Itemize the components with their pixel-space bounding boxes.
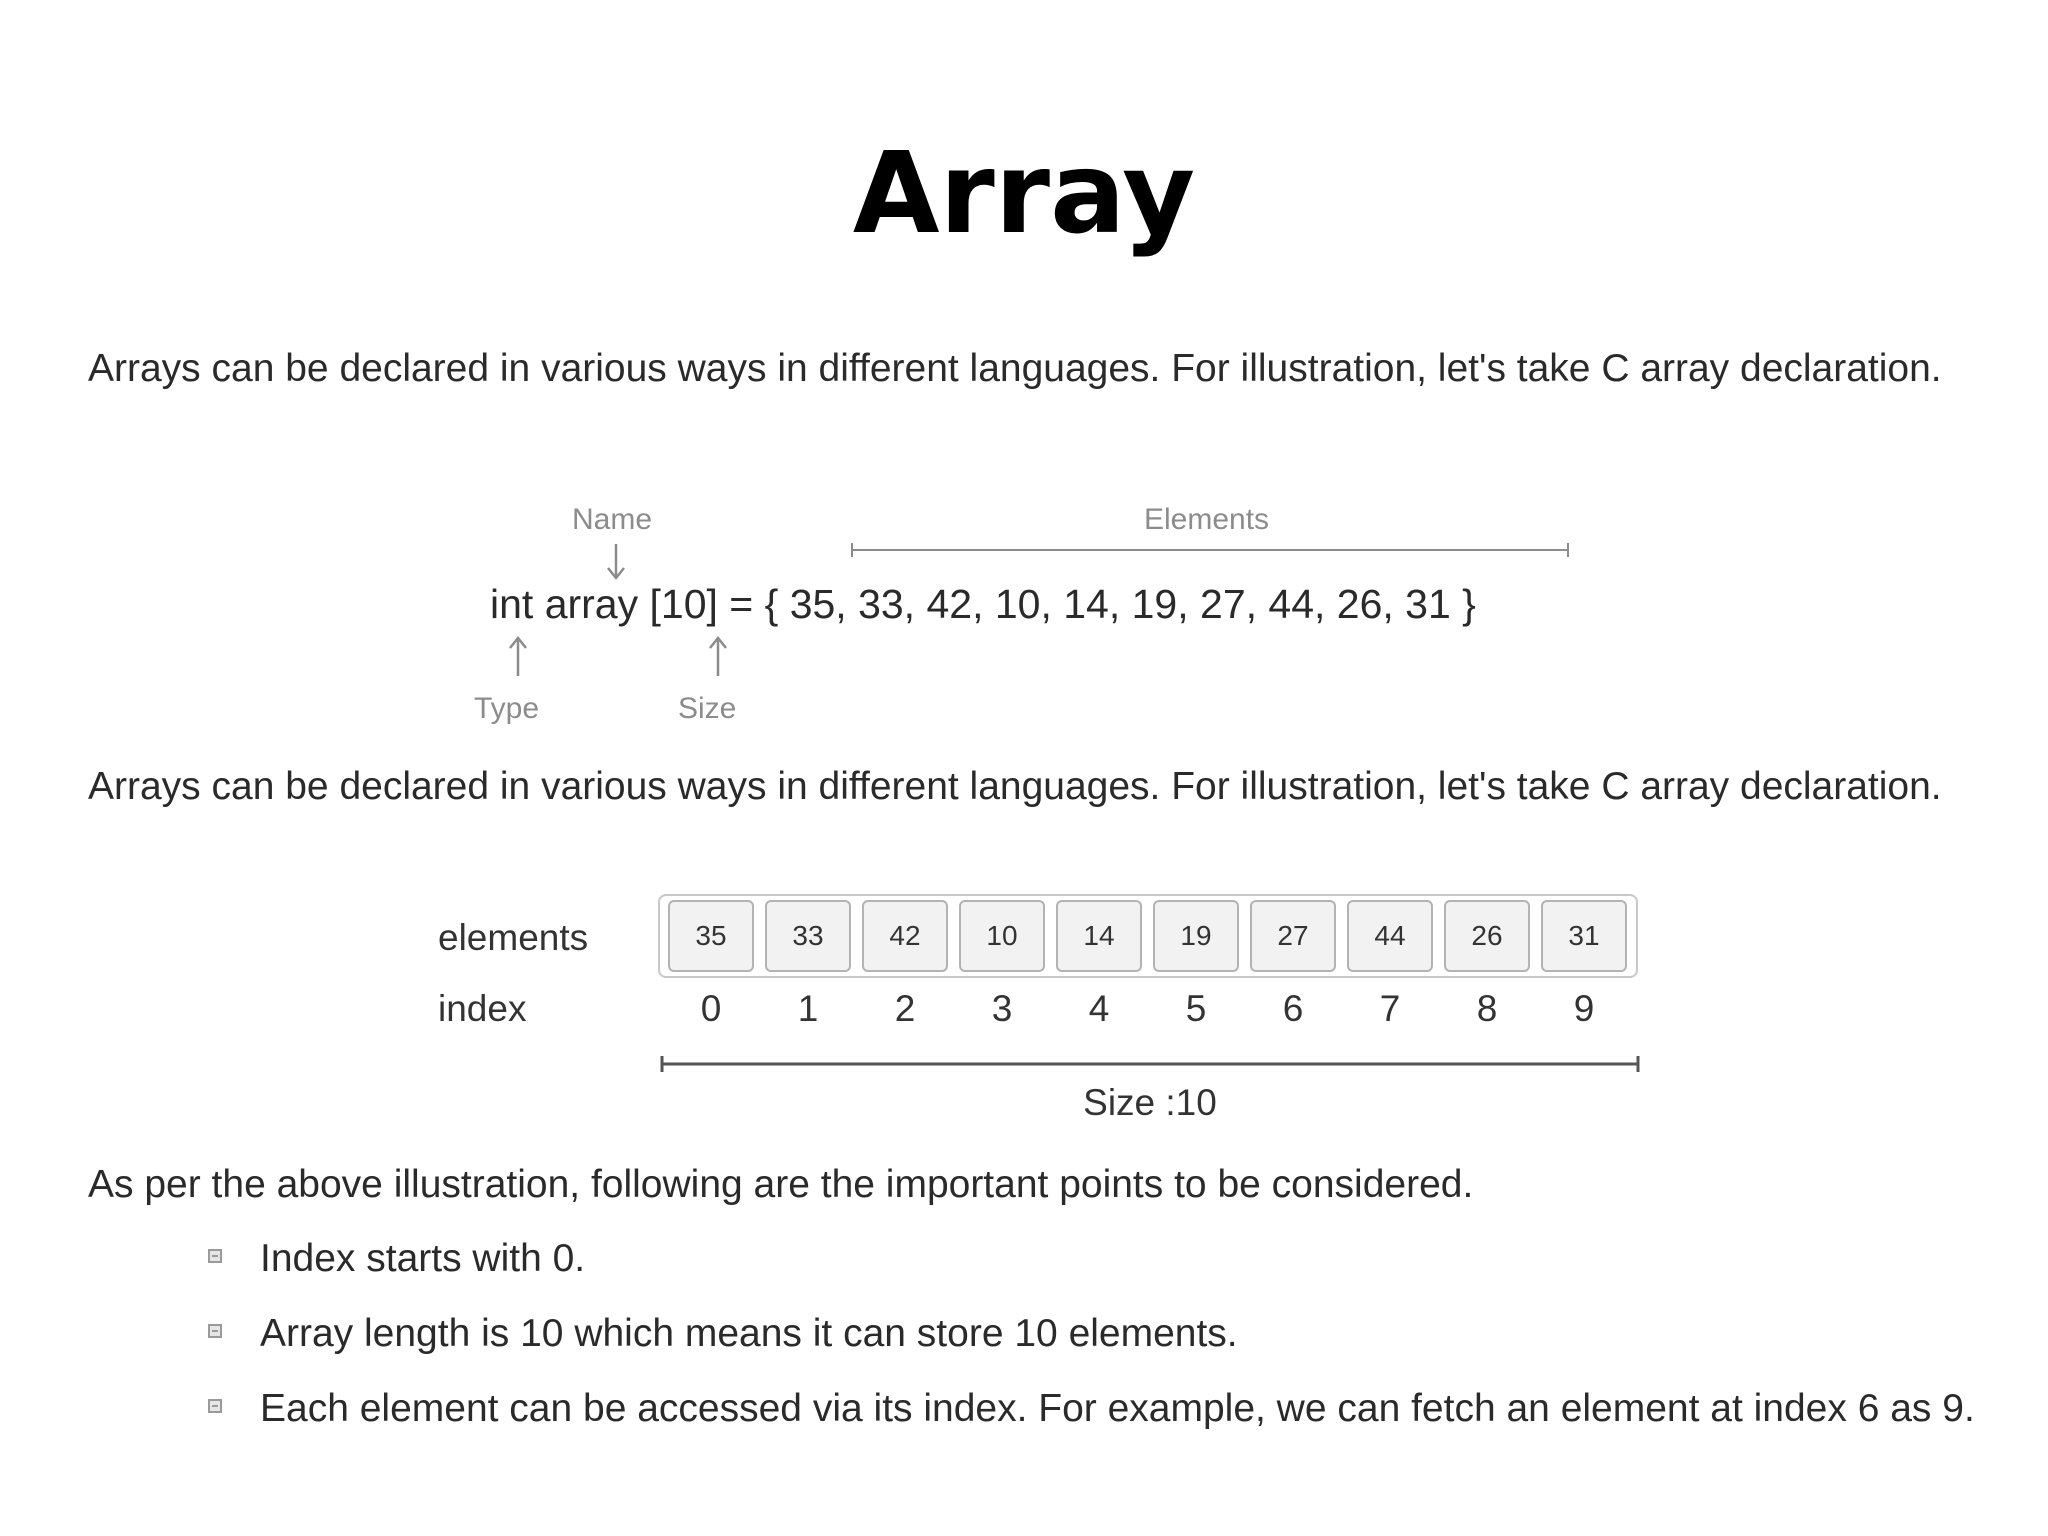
size-bracket bbox=[656, 1054, 1644, 1074]
array-index: 0 bbox=[700, 988, 722, 1029]
array-cell: 35 bbox=[668, 900, 754, 972]
list-item-text: Each element can be accessed via its index. For example, we can fetch an element at index 6 as 9. bbox=[260, 1387, 1975, 1430]
array-cell: 42 bbox=[862, 900, 948, 972]
array-cell: 19 bbox=[1153, 900, 1239, 972]
type-label: Type bbox=[474, 692, 540, 725]
array-cell: 26 bbox=[1444, 900, 1530, 972]
array-cell: 14 bbox=[1056, 900, 1142, 972]
list-item-text: Index starts with 0. bbox=[260, 1237, 586, 1280]
array-size-label: Size :10 bbox=[1083, 1082, 1217, 1123]
size-arrow-up-icon bbox=[706, 634, 730, 678]
elements-label: Elements bbox=[1144, 503, 1270, 536]
array-index: 3 bbox=[991, 988, 1013, 1029]
declaration-code: int array [10] = { 35, 33, 42, 10, 14, 19, 27, 44, 26, 31 } bbox=[490, 581, 1476, 627]
intro-paragraph: Arrays can be declared in various ways in different languages. For illustration, let's take C array declaration. bbox=[88, 347, 1942, 390]
array-cell: 27 bbox=[1250, 900, 1336, 972]
square-bullet-icon bbox=[208, 1324, 222, 1338]
array-index: 6 bbox=[1282, 988, 1304, 1029]
points-intro: As per the above illustration, following are the important points to be considered. bbox=[88, 1163, 1474, 1206]
square-bullet-icon bbox=[208, 1399, 222, 1413]
size-label: Size bbox=[678, 692, 737, 725]
type-arrow-up-icon bbox=[506, 634, 530, 678]
array-cell: 33 bbox=[765, 900, 851, 972]
index-row-label: index bbox=[438, 988, 527, 1029]
name-label: Name bbox=[572, 503, 653, 536]
list-item-text: Array length is 10 which means it can store 10 elements. bbox=[260, 1312, 1238, 1355]
name-arrow-down-icon bbox=[604, 544, 628, 582]
array-cell: 44 bbox=[1347, 900, 1433, 972]
array-index: 8 bbox=[1476, 988, 1498, 1029]
array-cell: 10 bbox=[959, 900, 1045, 972]
elements-bracket bbox=[840, 540, 1580, 560]
square-bullet-icon bbox=[208, 1249, 222, 1263]
array-index: 1 bbox=[797, 988, 819, 1029]
array-index: 9 bbox=[1573, 988, 1595, 1029]
array-index: 4 bbox=[1088, 988, 1110, 1029]
array-index: 2 bbox=[894, 988, 916, 1029]
second-paragraph: Arrays can be declared in various ways in different languages. For illustration, let's take C array declaration. bbox=[88, 765, 1942, 808]
array-index: 5 bbox=[1185, 988, 1207, 1029]
array-cell: 31 bbox=[1541, 900, 1627, 972]
elements-row-label: elements bbox=[438, 917, 589, 958]
array-index: 7 bbox=[1379, 988, 1401, 1029]
slide-title: Array bbox=[852, 129, 1196, 259]
